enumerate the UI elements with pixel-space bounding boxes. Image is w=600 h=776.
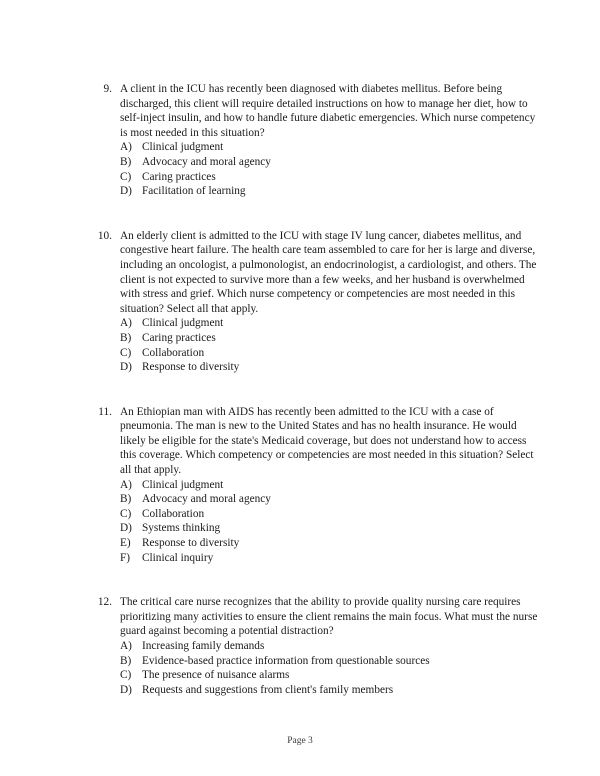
option-text: Caring practices	[142, 331, 216, 344]
option-text: Evidence-based practice information from questionable sources	[142, 654, 430, 667]
question-number: 12.	[97, 596, 112, 609]
question-item	[78, 405, 540, 566]
answer-option[interactable]	[120, 654, 540, 669]
answer-option[interactable]	[120, 521, 540, 536]
option-text: Clinical inquiry	[142, 551, 214, 564]
answer-option-list	[120, 639, 540, 697]
answer-option[interactable]	[120, 140, 540, 155]
answer-option[interactable]	[120, 668, 540, 683]
option-text: Response to diversity	[142, 361, 240, 374]
page-footer: Page 3	[287, 736, 313, 746]
option-letter: C)	[120, 507, 132, 520]
option-text: Response to diversity	[142, 537, 240, 550]
option-text: Clinical judgment	[142, 141, 224, 154]
question-stem: A client in the ICU has recently been diagnosed with diabetes mellitus. Before being discharged, this client will require detailed instructions on how to manage her diet, how to self-inject insulin, and how to handle future diabetic emergencies. Which nurse competency is most needed in this situation?	[120, 83, 536, 139]
answer-option[interactable]	[120, 683, 540, 698]
option-letter: D)	[120, 683, 132, 696]
question-stem: The critical care nurse recognizes that the ability to provide quality nursing care requires prioritizing many activities to ensure the client remains the main focus. What must the nurse guard against becoming a potential distraction?	[120, 596, 538, 638]
question-stem: An elderly client is admitted to the ICU with stage IV lung cancer, diabetes mellitus, and congestive heart failure. The health care team assembled to care for her is large and diverse, including an oncologist, a pulmonologist, an endocrinologist, a cardiologist, and others. The client is not expected to survive more than a few weeks, and her husband is overwhelmed with stress and grief. Which nurse competency or competencies are most needed in this situation? Select all that apply.	[120, 229, 537, 315]
option-text: Collaboration	[142, 346, 205, 359]
question-number: 10.	[97, 229, 112, 242]
option-letter: D)	[120, 185, 132, 198]
option-letter: A)	[120, 317, 132, 330]
option-text: Advocacy and moral agency	[142, 493, 271, 506]
answer-option[interactable]	[120, 331, 540, 346]
option-letter: B)	[120, 654, 132, 667]
answer-option[interactable]	[120, 639, 540, 654]
option-letter: D)	[120, 361, 132, 374]
answer-option[interactable]	[120, 316, 540, 331]
option-text: Requests and suggestions from client's family members	[142, 683, 394, 696]
answer-option[interactable]	[120, 536, 540, 551]
question-number: 11.	[98, 405, 112, 418]
option-text: Systems thinking	[142, 522, 221, 535]
option-letter: F)	[120, 551, 131, 564]
option-letter: D)	[120, 522, 132, 535]
option-text: Clinical judgment	[142, 478, 224, 491]
option-letter: C)	[120, 346, 132, 359]
option-letter: A)	[120, 640, 132, 652]
answer-option[interactable]	[120, 360, 540, 375]
question-stem: An Ethiopian man with AIDS has recently been admitted to the ICU with a case of pneumonia. The man is new to the United States and has no health insurance. He would likely be eligible for the state's Medicaid coverage, but does not understand how to access this coverage. Which competency or competencies are most needed in this situation? Select all that apply.	[120, 405, 534, 477]
answer-option-list	[120, 140, 540, 198]
answer-option[interactable]	[120, 551, 540, 566]
option-letter: A)	[120, 478, 132, 491]
answer-option[interactable]	[120, 492, 540, 507]
answer-option-list	[120, 478, 540, 566]
option-text: Facilitation of learning	[142, 185, 246, 198]
question-item	[78, 229, 540, 375]
answer-option[interactable]	[120, 507, 540, 522]
option-text: The presence of nuisance alarms	[142, 669, 290, 682]
option-letter: B)	[120, 493, 132, 506]
option-letter: C)	[120, 170, 132, 183]
answer-option[interactable]	[120, 170, 540, 185]
answer-option[interactable]	[120, 155, 540, 170]
option-text: Collaboration	[142, 507, 205, 520]
option-letter: C)	[120, 669, 132, 682]
option-letter: B)	[120, 155, 132, 168]
question-list	[78, 82, 540, 727]
option-text: Clinical judgment	[142, 317, 224, 330]
option-text: Advocacy and moral agency	[142, 155, 271, 168]
answer-option[interactable]	[120, 184, 540, 199]
option-letter: E)	[120, 537, 131, 550]
option-text: Increasing family demands	[142, 640, 265, 652]
option-letter: A)	[120, 141, 132, 154]
question-item	[78, 595, 540, 697]
answer-option[interactable]	[120, 346, 540, 361]
option-text: Caring practices	[142, 170, 216, 183]
answer-option-list	[120, 316, 540, 374]
answer-option[interactable]	[120, 478, 540, 493]
question-item	[78, 82, 540, 199]
question-number: 9.	[103, 83, 112, 95]
option-letter: B)	[120, 331, 132, 344]
